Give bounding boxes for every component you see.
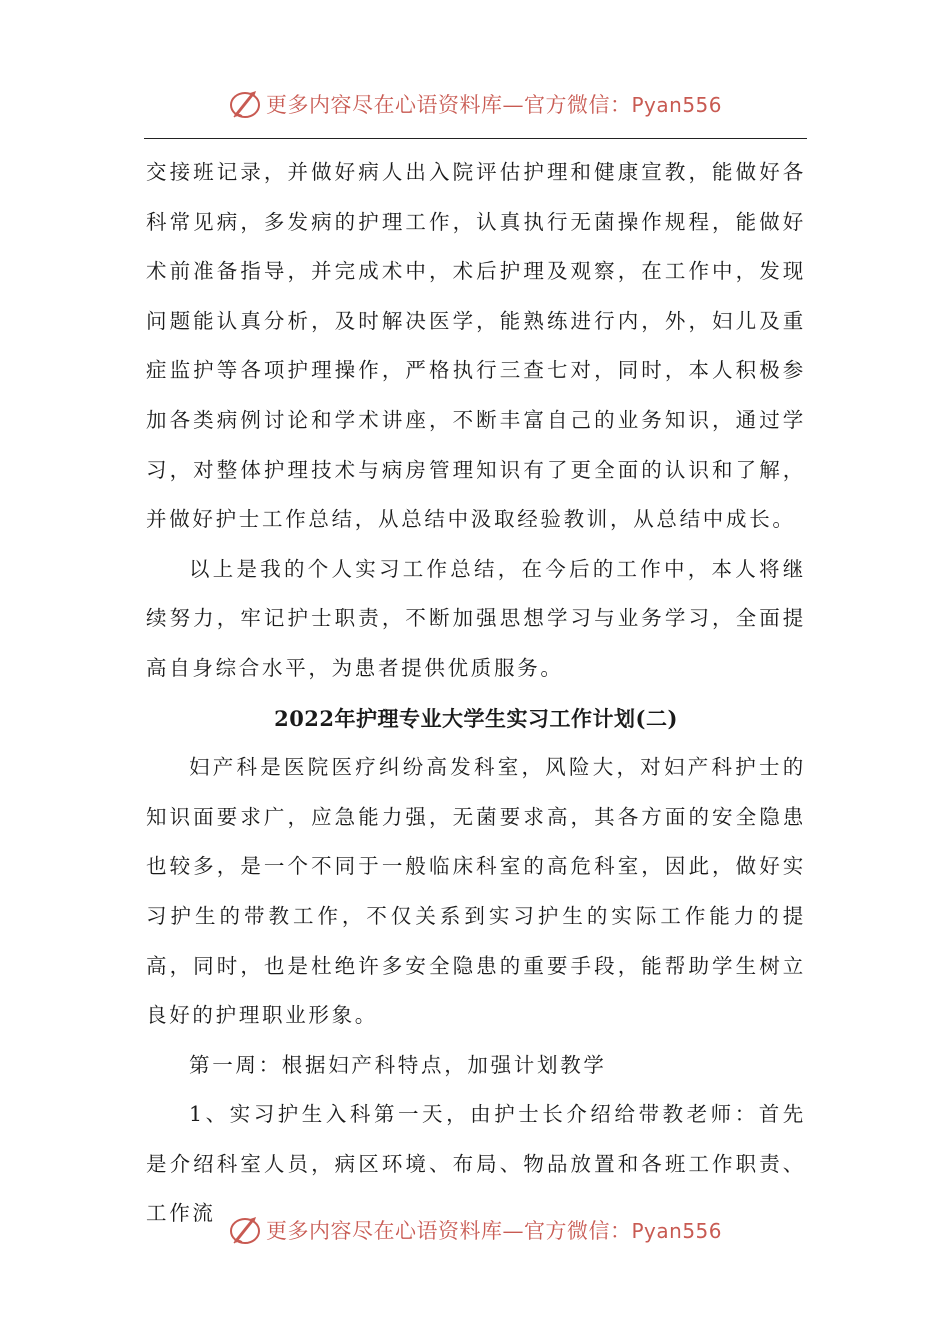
paragraph-4: 第一周：根据妇产科特点，加强计划教学	[189, 1052, 607, 1077]
paragraph-1: 交接班记录，并做好病人出入院评估护理和健康宣教，能做好各科常见病，多发病的护理工作，认真执行无菌操作规程，能做好术前准备指导，并完成术中，术后护理及观察，在工作中，发现问题能认真分析，及时解决医学，能熟练进行内，外，妇儿及重症监护等各项护理操作，严格执行三查七对，同时，本人积极参加各类病例讨论和学术讲座，不断丰富自己的业务知识，通过学习，对整体护理技术与病房管理知识有了更全面的认识和了解，并做好护士工作总结，从总结中汲取经验教训，从总结中成长。	[146, 160, 806, 532]
paragraph-5: 1、实习护生入科第一天，由护士长介绍给带教老师：首先是介绍科室人员，病区环境、布局、物品放置和各班工作职责、工作流	[146, 1102, 806, 1226]
paragraph-3: 妇产科是医院医疗纠纷高发科室，风险大，对妇产科护士的知识面要求广，应急能力强，无菌要求高，其各方面的安全隐患也较多，是一个不同于一般临床科室的高危科室，因此，做好实习护生的带教工作，不仅关系到实习护生的实际工作能力的提高，同时，也是杜绝许多安全隐患的重要手段，能帮助学生树立良好的护理职业形象。	[146, 755, 806, 1028]
pen-logo-icon	[228, 1213, 262, 1247]
paragraph-2: 以上是我的个人实习工作总结，在今后的工作中，本人将继续努力，牢记护士职责，不断加强思想学习与业务学习，全面提高自身综合水平，为患者提供优质服务。	[146, 556, 806, 680]
document-body	[146, 148, 806, 1239]
header-divider	[144, 138, 807, 139]
header-banner-id: Pyan556	[631, 93, 722, 117]
header-banner-cn: 更多内容尽在心语资料库—官方微信：	[265, 93, 632, 117]
footer-banner	[0, 1210, 950, 1250]
footer-banner-text	[266, 1215, 722, 1245]
header-banner	[0, 84, 950, 124]
header-banner-text	[266, 89, 722, 119]
pen-logo-icon	[228, 87, 262, 121]
footer-banner-id: Pyan556	[631, 1219, 722, 1243]
footer-banner-cn: 更多内容尽在心语资料库—官方微信：	[265, 1219, 632, 1243]
section-heading: 2022年护理专业大学生实习工作计划(二)	[274, 705, 678, 731]
